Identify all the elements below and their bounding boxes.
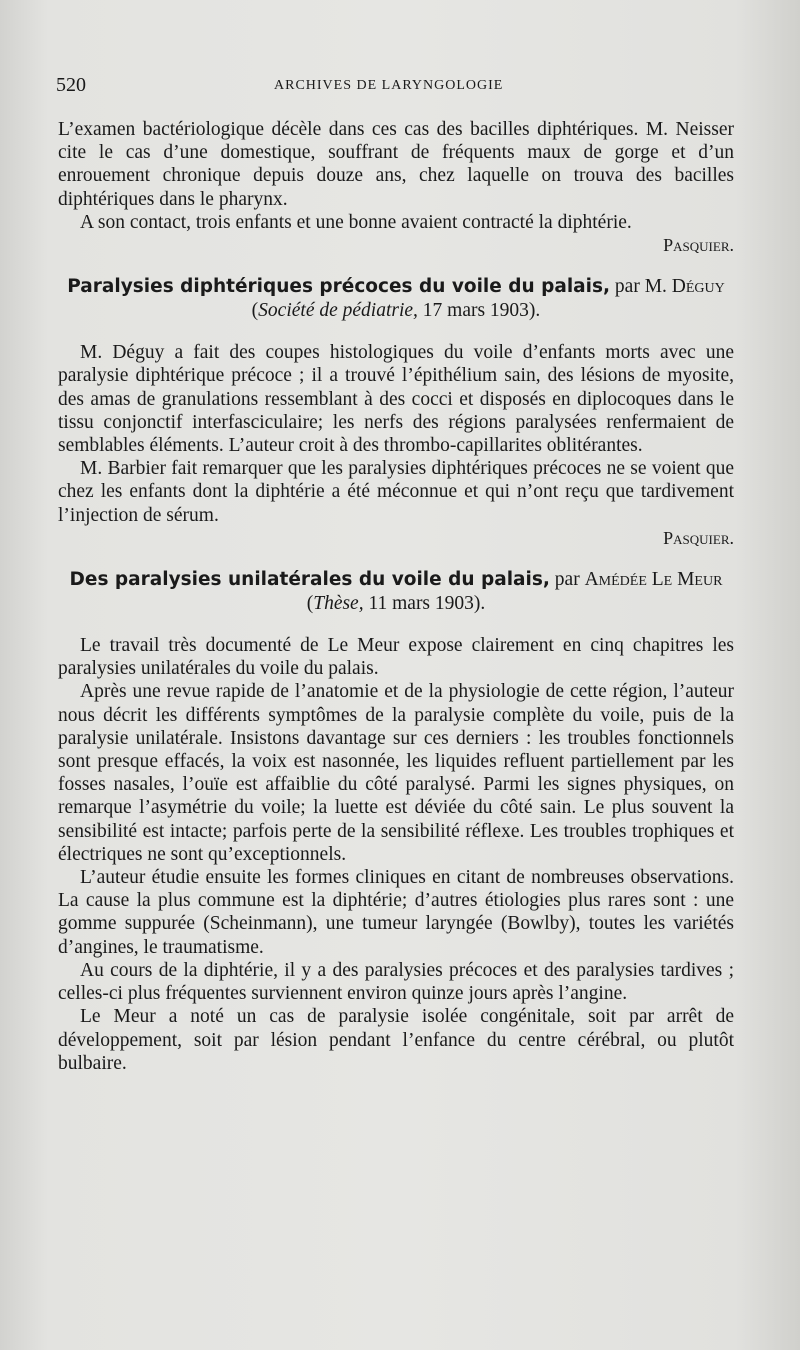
article-title-bold: Des paralysies unilatérales du voile du palais, xyxy=(69,569,550,591)
page-number: 520 xyxy=(56,74,86,96)
article-source: Thèse, xyxy=(313,593,364,615)
paragraph: M. Déguy a fait des coupes histologiques du voile d’enfants morts avec une paralysie diphtérique précoce ; il a trouvé l’épithélium sain, des lésions de myosite, des amas de granulations ressemblant à des cocci et disposés en diplocoques dans le tissu conjonctif interfasciculaire; les nerfs des régions paralysées renfermaient de semblables éléments. L’auteur croit à des thrombo-capillarites oblitérantes. xyxy=(58,342,734,457)
article-title-by: par M. xyxy=(610,276,672,298)
running-head: ARCHIVES DE LARYNGOLOGIE xyxy=(274,78,504,93)
paragraph: Après une revue rapide de l’anatomie et de la physiologie de cette région, l’auteur nous décrit les différents symptômes de la paralysie complète du voile, puis de la paralysie unilatérale. Insistons davantage sur ces derniers : les troubles fonctionnels sont presque effacés, la voix est nasonnée, les liquides refluent partiellement par les fosses nasales, l’ouïe est affaiblie du côté paralysé. Parmi les signes physiques, on remarque l’asymétrie du voile; la luette est déviée du côté sain. Le plus souvent la sensibilité est intacte; parfois perte de la sensibilité réflexe. Les troubles trophiques et électriques ne sont qu’exceptionnels. xyxy=(58,681,734,865)
page-header xyxy=(56,74,736,98)
paragraph: L’auteur étudie ensuite les formes cliniques en citant de nombreuses observations. La cause la plus commune est la diphtérie; d’autres étiologies plus rares sont : une gomme suppurée (Scheinmann), une tumeur laryngée (Bowlby), toutes les variétés d’angines, le traumatisme. xyxy=(58,867,734,958)
article-title: Paralysies diphtériques précoces du voile du palais, par M. Déguy (Société de pédiatrie, 17 mars 1903). xyxy=(67,276,725,322)
paragraph: Au cours de la diphtérie, il y a des paralysies précoces et des paralysies tardives ; celles-ci plus fréquentes surviennent environ quinze jours après l’angine. xyxy=(58,959,734,1005)
article-date: 11 mars 1903). xyxy=(363,593,486,615)
article-title-by: par xyxy=(549,569,585,591)
paragraph: Le Meur a noté un cas de paralysie isolée congénitale, soit par arrêt de développement, soit par lésion pendant l’enfance du centre cérébral, ou plutôt bulbaire. xyxy=(58,1006,734,1074)
article-author: Déguy xyxy=(671,276,725,298)
signature: Pasquier. xyxy=(663,235,734,256)
article-title-bold: Paralysies diphtériques précoces du voile du palais, xyxy=(67,276,611,298)
text-column xyxy=(58,118,734,1075)
article-title: Des paralysies unilatérales du voile du palais, par Amédée Le Meur (Thèse, 11 mars 1903). xyxy=(69,569,723,615)
article-source: Société de pédiatrie, xyxy=(258,300,418,322)
article-author: Amédée Le Meur xyxy=(584,569,723,591)
paragraph: A son contact, trois enfants et une bonne avaient contracté la diphtérie. xyxy=(80,211,632,233)
article-date: 17 mars 1903). xyxy=(417,300,541,322)
paragraph: M. Barbier fait remarquer que les paralysies diphtériques précoces ne se voient que chez les enfants dont la diphtérie a été méconnue et qui n’ont reçu que tardivement l’injection de sérum. xyxy=(58,458,734,526)
paragraph: Le travail très documenté de Le Meur expose clairement en cinq chapitres les paralysies unilatérales du voile du palais. xyxy=(58,635,734,680)
signature: Pasquier. xyxy=(663,527,734,548)
paragraph: L’examen bactériologique décèle dans ces cas des bacilles diphtériques. M. Neisser cite le cas d’une domestique, souffrant de fréquents maux de gorge et d’un enrouement chronique depuis douze ans, chez laquelle on trouva des bacilles diphtériques dans le pharynx. xyxy=(58,119,734,210)
